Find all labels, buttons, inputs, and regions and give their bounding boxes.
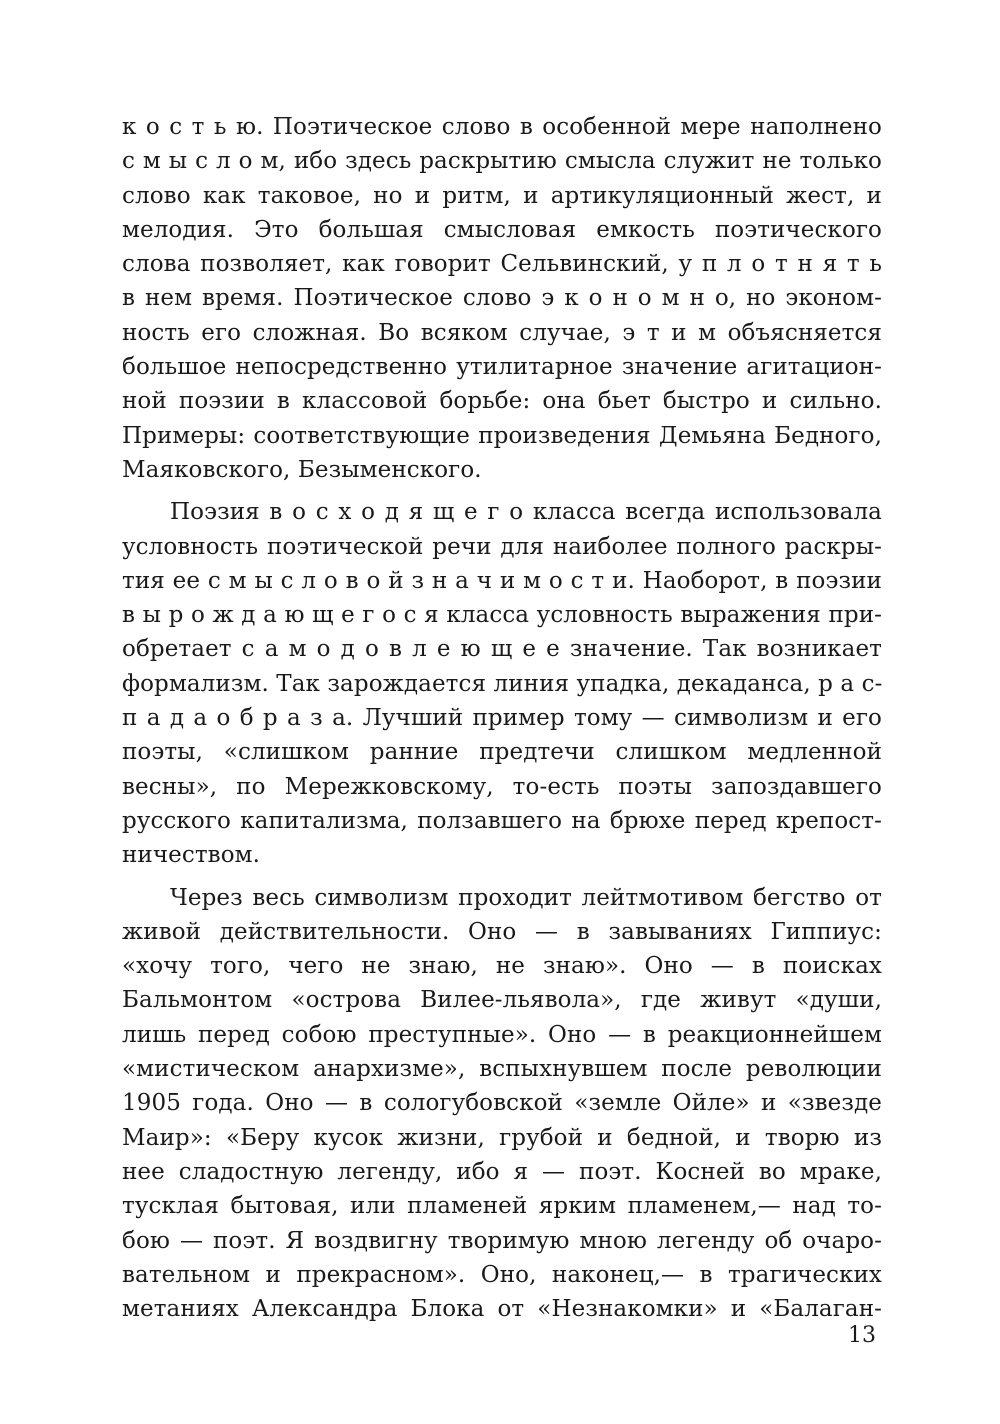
text-line: лишь перед собою преступные». Оно — в реакционнейшем: [122, 1021, 882, 1048]
text-line: формализм. Так зарождается линия упадка, декаданса, р а с-: [122, 670, 883, 697]
text-line: Примеры: соответствующие произведения Демьяна Бедного,: [122, 422, 882, 449]
text-line: в ы р о ж д а ю щ е г о с я класса условность выражения при-: [122, 602, 882, 629]
text-line: слова позволяет, как говорит Сельвинский, у п л о т н я т ь: [122, 251, 882, 278]
text-line: обретает с а м о д о в л е ю щ е е значение. Так возникает: [122, 636, 882, 663]
paragraph-2: [122, 495, 882, 872]
text-line: бою — поэт. Я воздвигну творимую мною легенду об очаро-: [122, 1227, 882, 1254]
text-line: ность его сложная. Во всяком случае, э т и м объясняется: [122, 319, 882, 346]
text-line: Через весь символизм проходит лейтмотивом бегство от: [170, 884, 882, 911]
text-line: условность поэтической речи для наиболее полного раскры-: [122, 533, 882, 560]
text-line: Маир»: «Беру кусок жизни, грубой и бедной, и творю из: [122, 1124, 882, 1151]
text-line: с м ы с л о м, ибо здесь раскрытию смысла служит не только: [122, 148, 882, 175]
text-line: Бальмонтом «острова Вилее-льявола», где живут «души,: [122, 987, 882, 1014]
text-line: ничеством.: [122, 842, 261, 869]
text-line: п а д а о б р а з а. Лучший пример тому — символизм и его: [122, 705, 882, 732]
text-line: «хочу того, чего не знаю, не знаю». Оно — в поисках: [122, 953, 882, 980]
text-line: «мистическом анархизме», вспыхнувшем после революции: [122, 1056, 882, 1083]
text-line: мелодия. Это большая смысловая емкость поэтического: [122, 216, 882, 243]
paragraph-3: [122, 881, 882, 1327]
text-line: метаниях Александра Блока от «Незнакомки» и «Балаган-: [122, 1296, 882, 1323]
text-line: весны», по Мережковскому, то-есть поэты запоздавшего: [122, 773, 882, 800]
text-line: слово как таковое, но и ритм, и артикуляционный жест, и: [122, 182, 882, 209]
text-line: в нем время. Поэтическое слово э к о н о м н о, но эконом-: [122, 285, 882, 312]
text-line: тусклая бытовая, или пламеней ярким пламенем,— над то-: [122, 1193, 882, 1220]
paragraph-gap: [122, 487, 882, 495]
paragraph-gap: [122, 873, 882, 881]
text-line: русского капитализма, ползавшего на брюхе перед крепост-: [122, 807, 882, 834]
text-line: вательном и прекрасном». Оно, наконец,— в трагических: [122, 1261, 882, 1288]
body-text: [122, 110, 882, 1326]
text-line: тия ее с м ы с л о в о й з н а ч и м о с т и. Наоборот, в поэзии: [122, 567, 882, 594]
text-line: Поэзия в о с х о д я щ е г о класса всегда использовала: [170, 499, 882, 526]
text-line: Маяковского, Безыменского.: [122, 456, 482, 483]
text-line: 1905 года. Оно — в сологубовской «земле Ойле» и «звезде: [122, 1090, 882, 1117]
text-line: нее сладостную легенду, ибо я — поэт. Косней во мраке,: [122, 1158, 882, 1185]
text-line: большое непосредственно утилитарное значение агитацион-: [122, 354, 882, 381]
text-line: к о с т ь ю. Поэтическое слово в особенной мере наполнено: [122, 114, 882, 140]
text-line: живой действительности. Оно — в завываниях Гиппиус:: [122, 918, 882, 945]
paragraph-1: [122, 110, 882, 487]
page-number: 13: [848, 1323, 876, 1348]
text-line: поэты, «слишком ранние предтечи слишком медленной: [122, 739, 882, 766]
text-line: ной поэзии в классовой борьбе: она бьет быстро и сильно.: [122, 388, 882, 415]
